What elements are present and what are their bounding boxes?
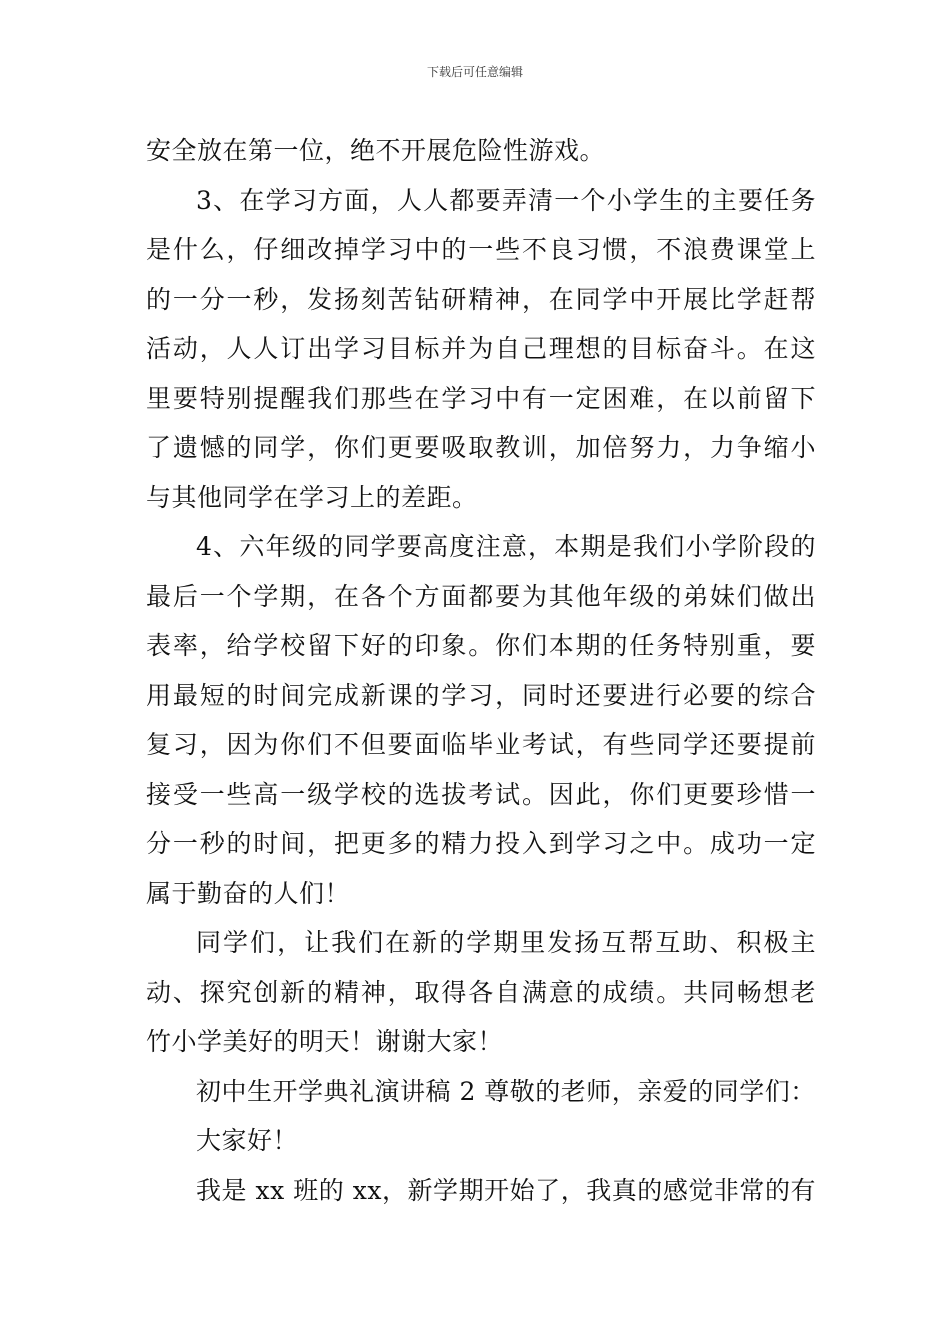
text-line: 是什么，仔细改掉学习中的一些不良习惯，不浪费课堂上 — [146, 235, 816, 264]
text-line: 的一分一秒，发扬刻苦钻研精神，在同学中开展比学赶帮 — [146, 284, 816, 314]
text-line: 竹小学美好的明天！谢谢大家！ — [146, 1027, 504, 1056]
text-line: 最后一个学期，在各个方面都要为其他年级的弟妹们做出 — [146, 581, 816, 611]
text-line: 复习，因为你们不但要面临毕业考试，有些同学还要提前 — [146, 730, 816, 759]
text-line: 属于勤奋的人们！ — [146, 878, 351, 908]
text-line: 活动，人人订出学习目标并为自己理想的目标奋斗。在这 — [146, 334, 816, 363]
text-line: 与其他同学在学习上的差距。 — [146, 482, 478, 512]
text-line: 大家好！ — [196, 1126, 299, 1155]
text-line: 了遗憾的同学，你们更要吸取教训，加倍努力，力争缩小 — [146, 433, 816, 462]
text-line: 3、在学习方面，人人都要弄清一个小学生的主要任务 — [196, 185, 816, 215]
text-line: 初中生开学典礼演讲稿 2 尊敬的老师，亲爱的同学们： — [196, 1076, 816, 1106]
text-line: 动、探究创新的精神，取得各自满意的成绩。共同畅想老 — [146, 977, 816, 1007]
text-line: 表率，给学校留下好的印象。你们本期的任务特别重，要 — [146, 631, 816, 660]
text-line: 用最短的时间完成新课的学习，同时还要进行必要的综合 — [146, 680, 816, 710]
text-line: 4、六年级的同学要高度注意，本期是我们小学阶段的 — [196, 532, 816, 561]
text-line: 安全放在第一位，绝不开展危险性游戏。 — [146, 136, 606, 165]
text-line: 接受一些高一级学校的选拔考试。因此，你们更要珍惜一 — [146, 779, 816, 809]
text-line: 里要特别提醒我们那些在学习中有一定困难，在以前留下 — [146, 383, 816, 413]
document-body — [146, 126, 816, 1215]
text-line: 我是 xx 班的 xx，新学期开始了，我真的感觉非常的有 — [196, 1175, 816, 1205]
page-header: 下载后可任意编辑 — [426, 65, 523, 79]
text-line: 同学们，让我们在新的学期里发扬互帮互助、积极主 — [196, 928, 816, 957]
text-line: 分一秒的时间，把更多的精力投入到学习之中。成功一定 — [146, 829, 816, 858]
